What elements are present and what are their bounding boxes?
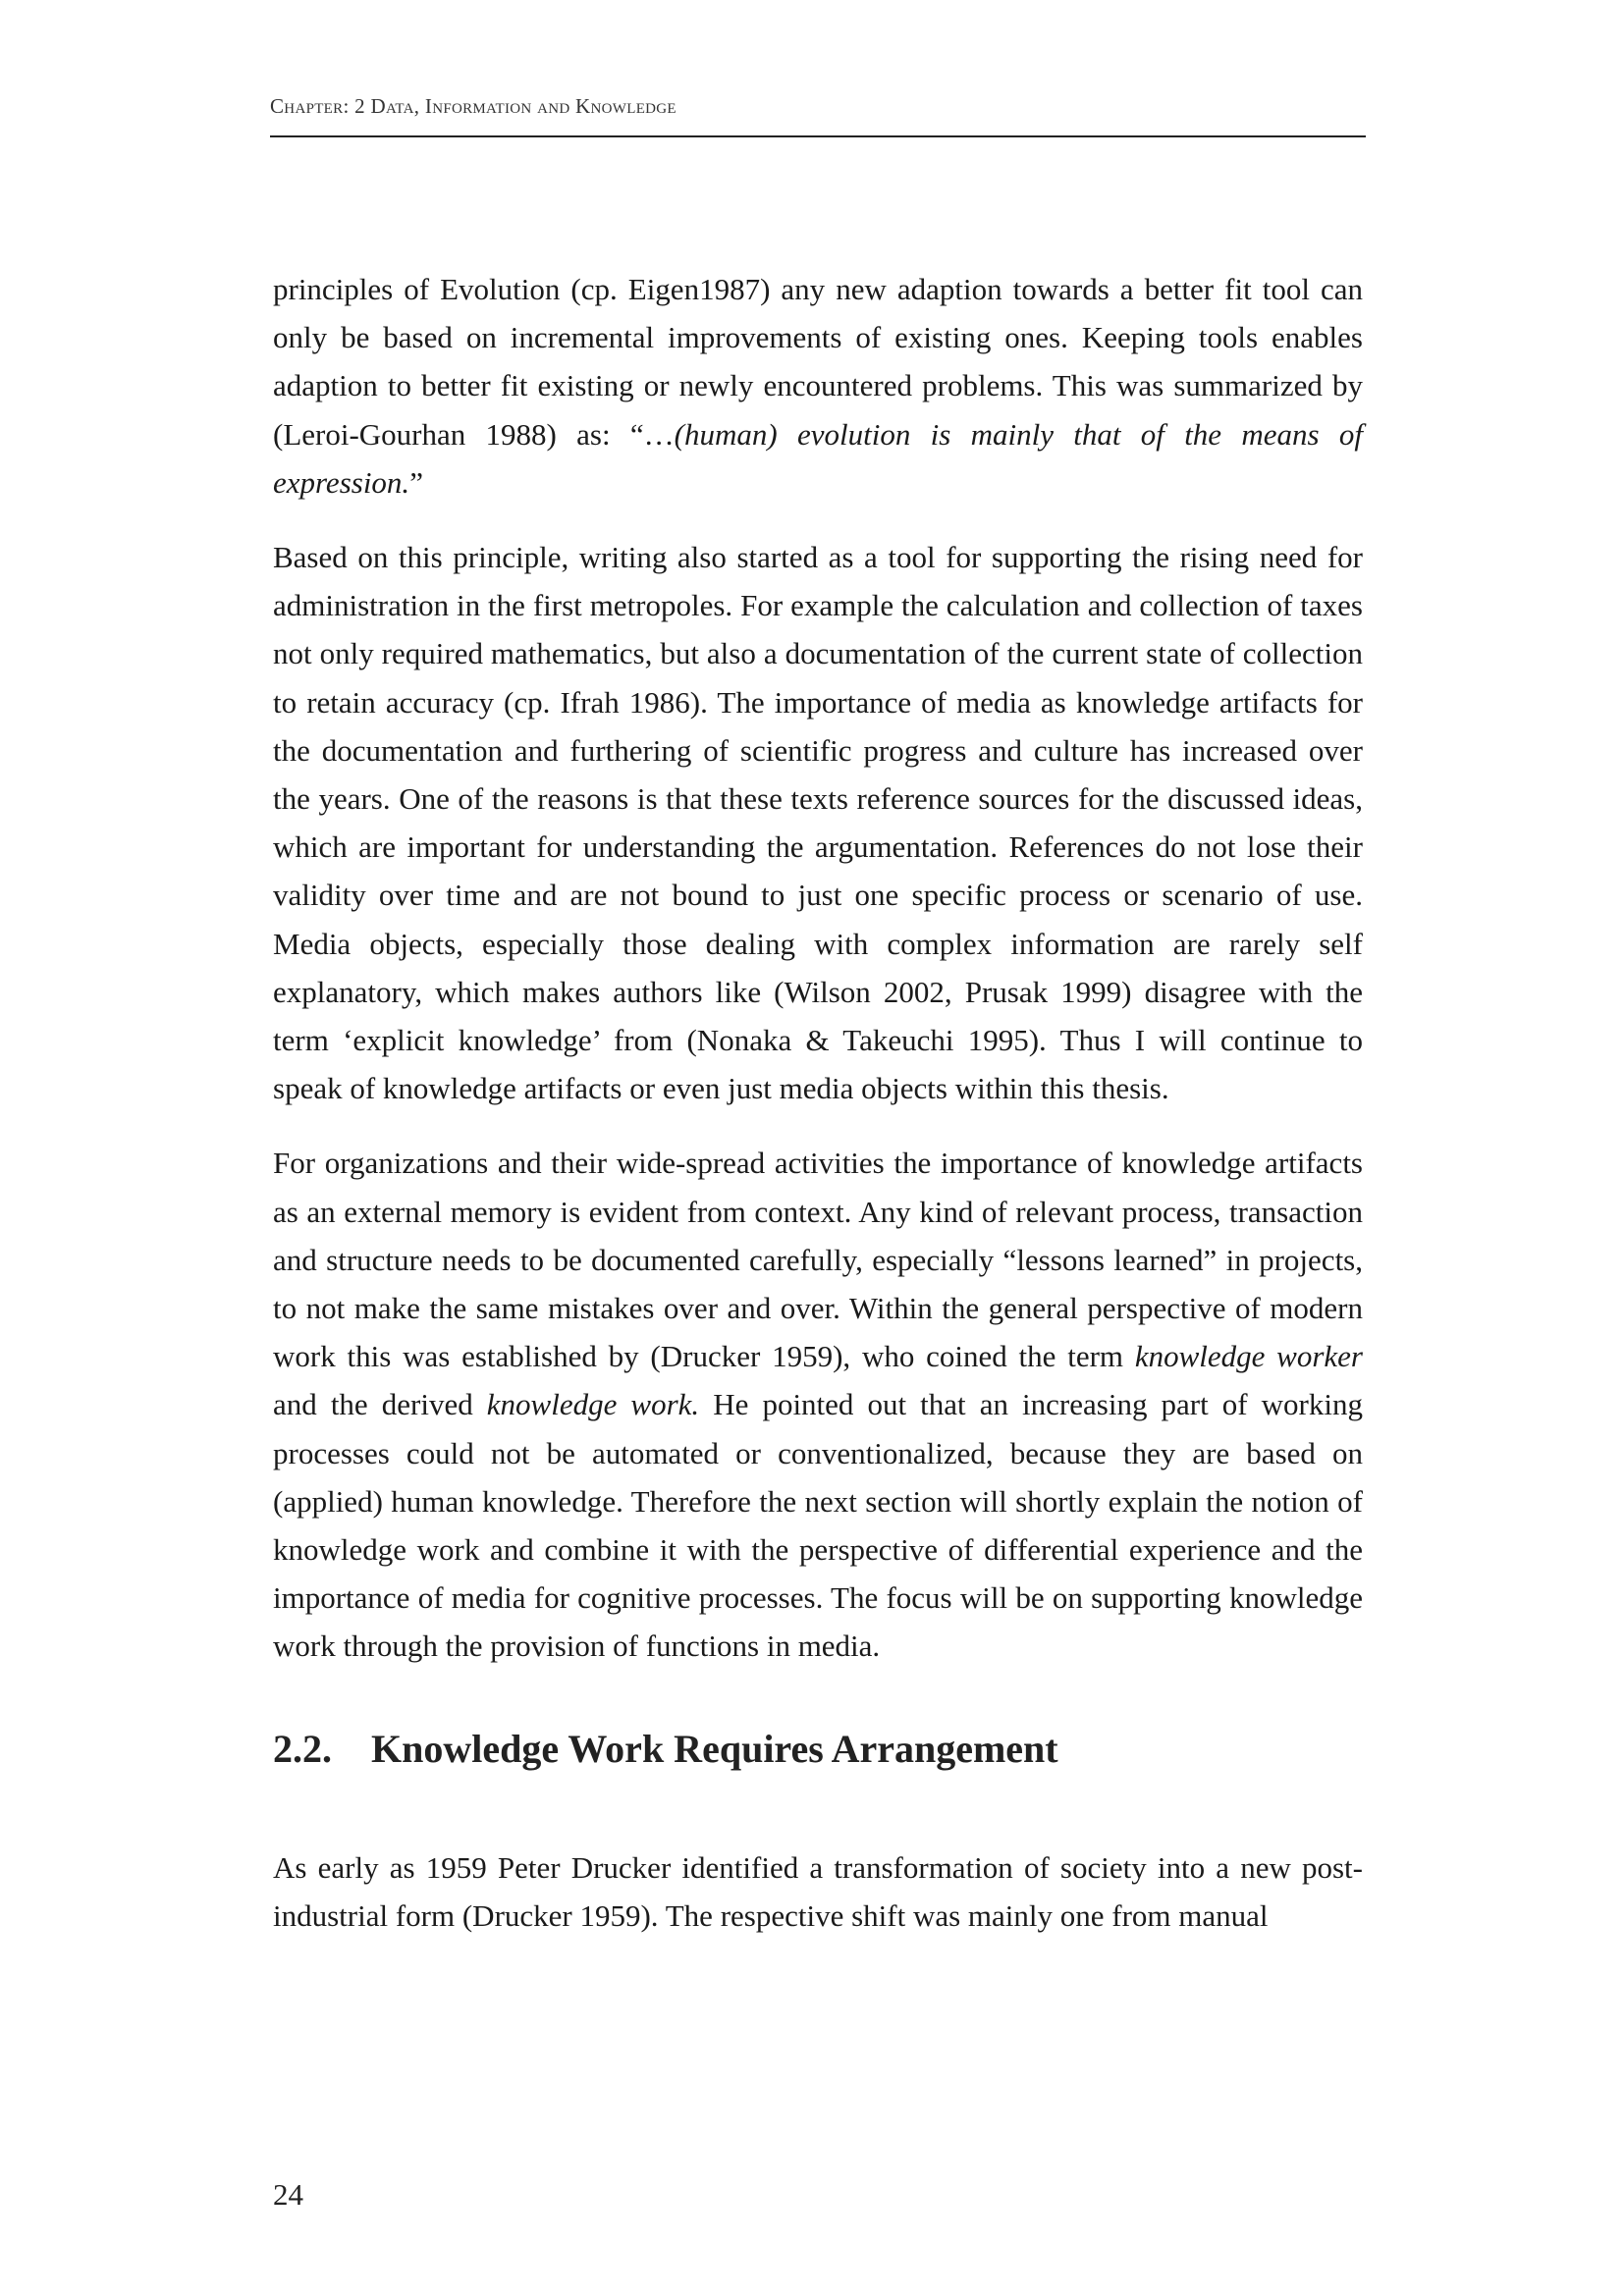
paragraph-3-text-c: and the derived: [273, 1387, 487, 1422]
page-body: [273, 265, 1363, 1966]
quote-italic: (human) evolution is mainly that of the means of expression.: [273, 416, 1363, 500]
paragraph-1-text: principles of Evolution (cp. Eigen1987) any new adaption towards a better fit tool can only be based on incremental improvements of existing ones. Keeping tools enables adaption to better fit existing or newly encountered problems. This was summarized by (Leroi-Gourhan 1988) as: “…: [273, 272, 1363, 452]
running-header: [270, 94, 1366, 137]
quote-close: ”: [409, 464, 423, 500]
paragraph-1: [273, 265, 1363, 507]
section-number: 2.2.: [273, 1726, 332, 1771]
paragraph-2: Based on this principle, writing also started as a tool for supporting the rising need for administration in the first metropoles. For example the calculation and collection of taxes not only required mathematics, but also a documentation of the current state of collection to retain accuracy (cp. Ifrah 1986). The importance of media as knowledge artifacts for the documentation and furthering of scientific progress and culture has increased over the years. One of the reasons is that these texts reference sources for the discussed ideas, which are important for understanding the argumentation. References do not lose their validity over time and are not bound to just one specific process or scenario of use. Media objects, especially those dealing with complex information are rarely self explanatory, which makes authors like (Wilson 2002, Prusak 1999) disagree with the term ‘explicit knowledge’ from (Nonaka & Takeuchi 1995). Thus I will continue to speak of knowledge artifacts or even just media objects within this thesis.: [273, 540, 1363, 1106]
paragraph-3: [273, 1139, 1363, 1670]
paragraph-4: As early as 1959 Peter Drucker identified a transformation of society into a new post-industrial form (Drucker 1959). The respective shift was mainly one from manual: [273, 1849, 1363, 1933]
paragraph-3-text-e: He pointed out that an increasing part of working processes could not be automated or conventionalized, because they are based on (applied) human knowledge. Therefore the next section will shortly explain the notion of knowledge work and combine it with the perspective of differential experience and the importance of media for cognitive processes. The focus will be on supporting knowledge work through the provision of functions in media.: [273, 1387, 1363, 1664]
section-title: Knowledge Work Requires Arrangement: [371, 1726, 1058, 1771]
term-knowledge-worker: knowledge worker: [1134, 1339, 1363, 1374]
chapter-title: Chapter: 2 Data, Information and Knowledge: [270, 94, 677, 118]
paragraph-3-text-a: For organizations and their wide-spread activities the importance of knowledge artifacts as an external memory is evident from context. Any kind of relevant process, transaction and structure needs to be documented carefully, especially “lessons learned” in projects, to not make the same mistakes over and over. Within the general perspective of modern work this was established by (Drucker 1959), who coined the term: [273, 1146, 1363, 1374]
page-number: 24: [273, 2177, 303, 2212]
section-heading: [273, 1726, 1363, 1773]
term-knowledge-work: knowledge work.: [486, 1387, 700, 1422]
